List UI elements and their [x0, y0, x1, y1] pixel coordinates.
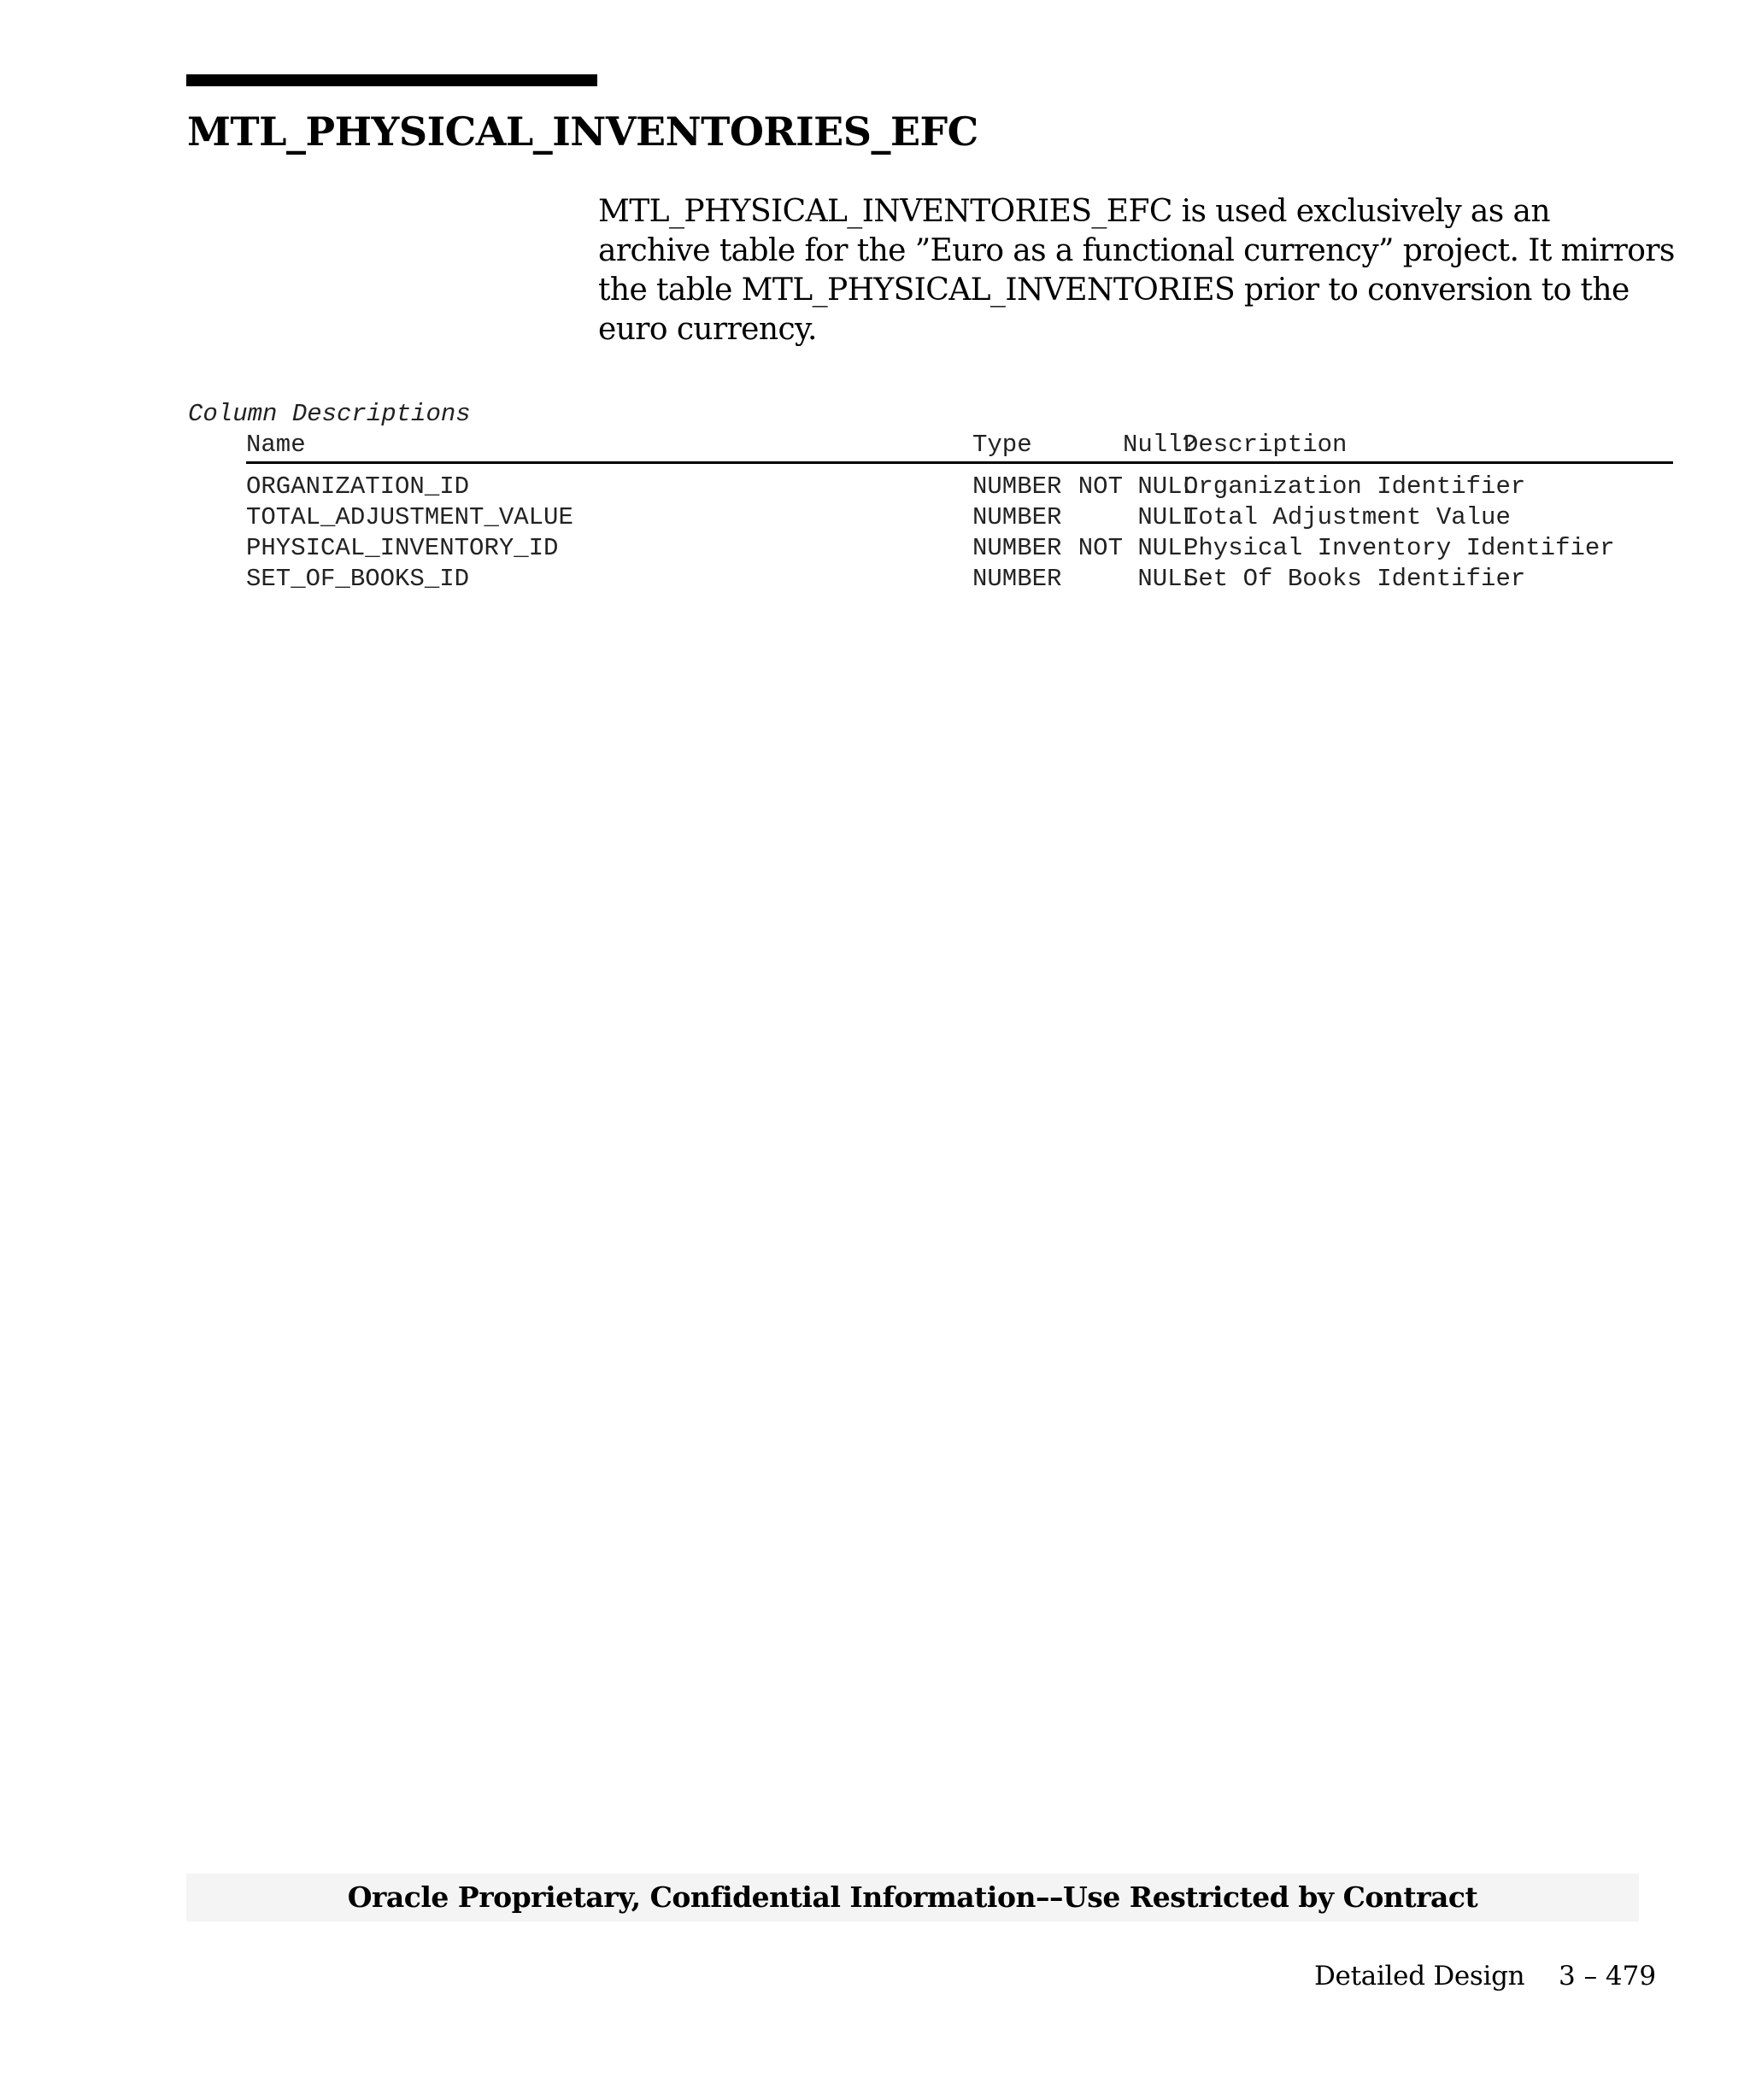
cell-type: NUMBER [972, 472, 1062, 501]
table-row [246, 472, 1673, 502]
cell-null: NOT NULL [1078, 472, 1197, 501]
cell-name: SET_OF_BOOKS_ID [246, 565, 470, 593]
table-header [246, 431, 1673, 464]
cell-description: Physical Inventory Identifier [1183, 534, 1615, 562]
column-descriptions-label: Column Descriptions [188, 400, 471, 428]
top-rule [186, 74, 597, 86]
table-body [246, 464, 1673, 595]
cell-description: Set Of Books Identifier [1183, 565, 1526, 593]
description-line: the table MTL_PHYSICAL_INVENTORIES prior to conversion to the [598, 273, 1630, 308]
cell-name: ORGANIZATION_ID [246, 472, 470, 501]
footer-section-name: Detailed Design [1314, 1961, 1525, 1991]
header-description: Description [1183, 431, 1348, 459]
table-row [246, 502, 1673, 533]
cell-type: NUMBER [972, 534, 1062, 562]
header-name: Name [246, 431, 306, 459]
header-null: Null? [1122, 431, 1197, 459]
cell-null: NOT NULL [1078, 534, 1197, 562]
cell-description: Organization Identifier [1183, 472, 1526, 501]
description-line: archive table for the ”Euro as a functional currency” project. It mirrors [598, 233, 1675, 268]
column-descriptions-table [246, 431, 1673, 595]
cell-name: TOTAL_ADJUSTMENT_VALUE [246, 503, 573, 531]
page-title: MTL_PHYSICAL_INVENTORIES_EFC [187, 109, 978, 155]
cell-type: NUMBER [972, 503, 1062, 531]
cell-description: Total Adjustment Value [1183, 503, 1511, 531]
description-line: euro currency. [598, 312, 817, 347]
cell-type: NUMBER [972, 565, 1062, 593]
cell-name: PHYSICAL_INVENTORY_ID [246, 534, 559, 562]
table-description [598, 192, 1675, 349]
description-line: MTL_PHYSICAL_INVENTORIES_EFC is used exclusively as an [598, 194, 1550, 229]
page-number: 3 – 479 [1559, 1961, 1657, 1991]
table-row [246, 564, 1673, 595]
header-type: Type [972, 431, 1032, 459]
confidentiality-notice: Oracle Proprietary, Confidential Information––Use Restricted by Contract [186, 1874, 1639, 1921]
table-row [246, 533, 1673, 564]
cell-null: NULL [1137, 503, 1197, 531]
cell-null: NULL [1137, 565, 1197, 593]
